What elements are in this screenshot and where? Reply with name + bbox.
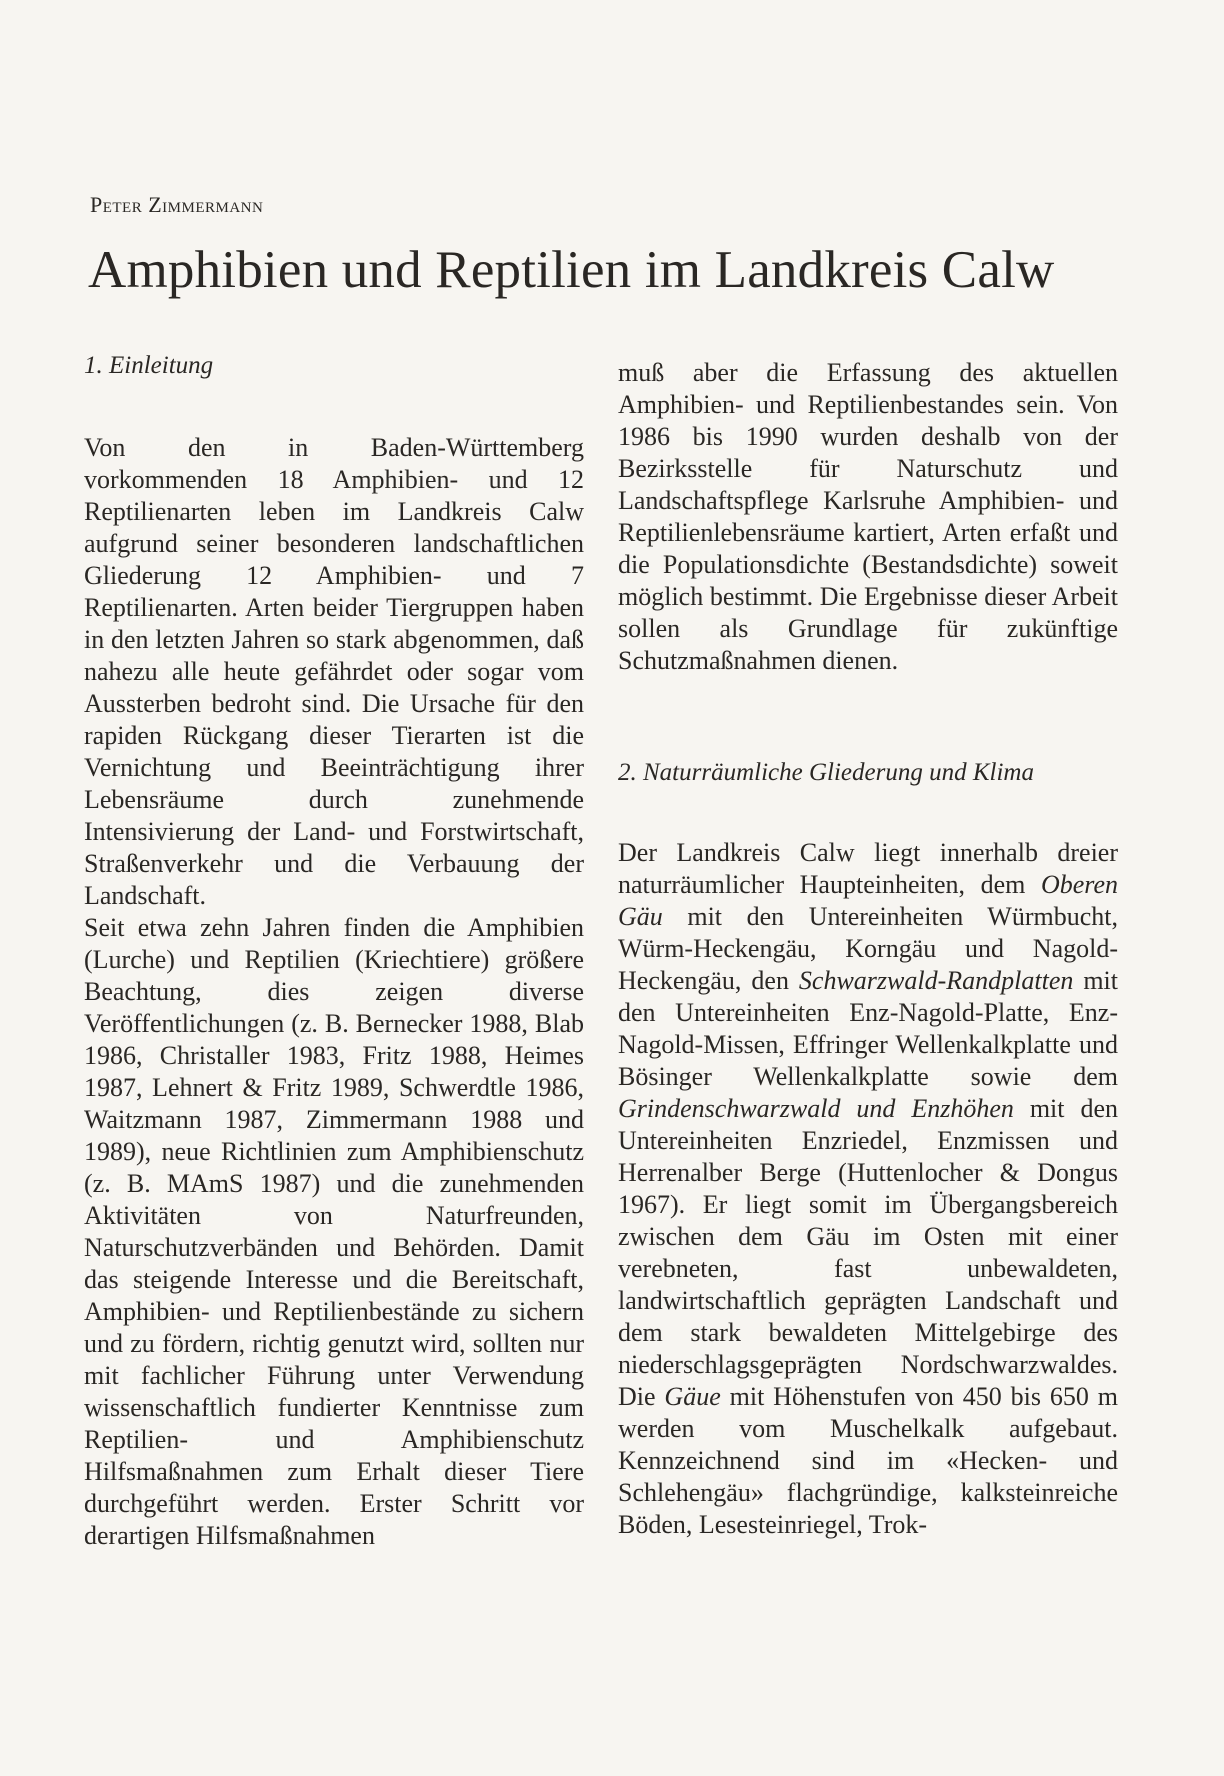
section-heading-introduction: 1. Einleitung bbox=[84, 352, 214, 379]
body-paragraph bbox=[618, 837, 1118, 1541]
text-run: mit den Untereinheiten Enz-Nagold-Platte, Enz-Nagold-Missen, Effringer Wellenkalkplatte und Bösinger Wellenkalkplatte sowie dem bbox=[618, 966, 1118, 1091]
left-column bbox=[84, 350, 584, 1552]
region-name-italic: Grindenschwarzwald und Enzhöhen bbox=[618, 1094, 1014, 1123]
region-name-italic: Schwarzwald-Randplatten bbox=[798, 966, 1074, 995]
region-name-italic: Gäue bbox=[664, 1382, 721, 1411]
body-paragraph: Von den in Baden-Württemberg vorkommenden 18 Amphibien- und 12 Reptilienarten leben im Landkreis Calw aufgrund seiner besonderen landschaftlichen Gliederung 12 Amphibien- und 7 Reptilienarten. Arten beider Tiergruppen haben in den letzten Jahren so stark abgenommen, daß nahezu alle heute gefährdet oder sogar vom Aussterben bedroht sind. Die Ursache für den rapiden Rückgang dieser Tierarten ist die Vernichtung und Beeinträchtigung ihrer Lebensräume durch zunehmende Intensivierung der Land- und Forstwirtschaft, Straßenverkehr und die Verbauung der Landschaft. bbox=[84, 433, 584, 910]
body-paragraph: Seit etwa zehn Jahren finden die Amphibien (Lurche) und Reptilien (Kriechtiere) größere Beachtung, dies zeigen diverse Veröffentlichungen (z. B. Bernecker 1988, Blab 1986, Christaller 1983, Fritz 1988, Heimes 1987, Lehnert & Fritz 1989, Schwerdtle 1986, Waitzmann 1987, Zimmermann 1988 und 1989), neue Richtlinien zum Amphibienschutz (z. B. MAmS 1987) und die zunehmenden Aktivitäten von Naturfreunden, Naturschutzverbänden und Behörden. Damit das steigende Interesse und die Bereitschaft, Amphibien- und Reptilienbestände zu sichern und zu fördern, richtig genutzt wird, sollten nur mit fachlicher Führung unter Verwendung wissenschaftlich fundierter Kenntnisse zum Reptilien- und Amphibienschutz Hilfsmaßnahmen zum Erhalt dieser Tiere durchgeführt werden. Erster Schritt vor derartigen Hilfsmaßnahmen bbox=[84, 913, 584, 1550]
text-run: mit den Untereinheiten Enzriedel, Enzmissen und Herrenalber Berge (Huttenlocher & Dongus 1967). Er liegt somit im Übergangsbereich zwischen dem Gäu im Osten mit einer verebneten, fast unbewaldeten, landwirtschaftlich geprägten Landschaft und dem stark bewaldeten Mittelgebirge des niederschlagsgeprägten Nordschwarzwaldes. Die bbox=[618, 1094, 1118, 1411]
right-column bbox=[618, 357, 1118, 1541]
section-heading-natural-regions: 2. Naturräumliche Gliederung und Klima bbox=[618, 759, 1034, 786]
article-title: Amphibien und Reptilien im Landkreis Calw bbox=[88, 241, 1055, 299]
body-paragraph: muß aber die Erfassung des aktuellen Amphibien- und Reptilienbestandes sein. Von 1986 bis 1990 wurden deshalb von der Bezirksstelle für Naturschutz und Landschaftspflege Karlsruhe Amphibien- und Reptilienlebensräume kartiert, Arten erfaßt und die Populationsdichte (Bestandsdichte) soweit möglich bestimmt. Die Ergebnisse dieser Arbeit sollen als Grundlage für zukünftige Schutzmaßnahmen dienen. bbox=[618, 358, 1118, 675]
text-run: Der Landkreis Calw liegt innerhalb dreier naturräumlicher Haupteinheiten, dem bbox=[618, 838, 1118, 899]
text-run: mit Höhenstufen von 450 bis 650 m werden vom Muschelkalk aufgebaut. Kennzeichnend sind im «Hecken- und Schlehengäu» flachgründige, kalksteinreiche Böden, Lesesteinriegel, Trok- bbox=[618, 1382, 1118, 1539]
author-name: Peter Zimmermann bbox=[90, 192, 264, 217]
text-run: mit den Untereinheiten Würmbucht, Würm-Heckengäu, Korngäu und Nagold-Heckengäu, den bbox=[618, 902, 1118, 995]
region-name-italic: Oberen Gäu bbox=[618, 870, 1118, 931]
